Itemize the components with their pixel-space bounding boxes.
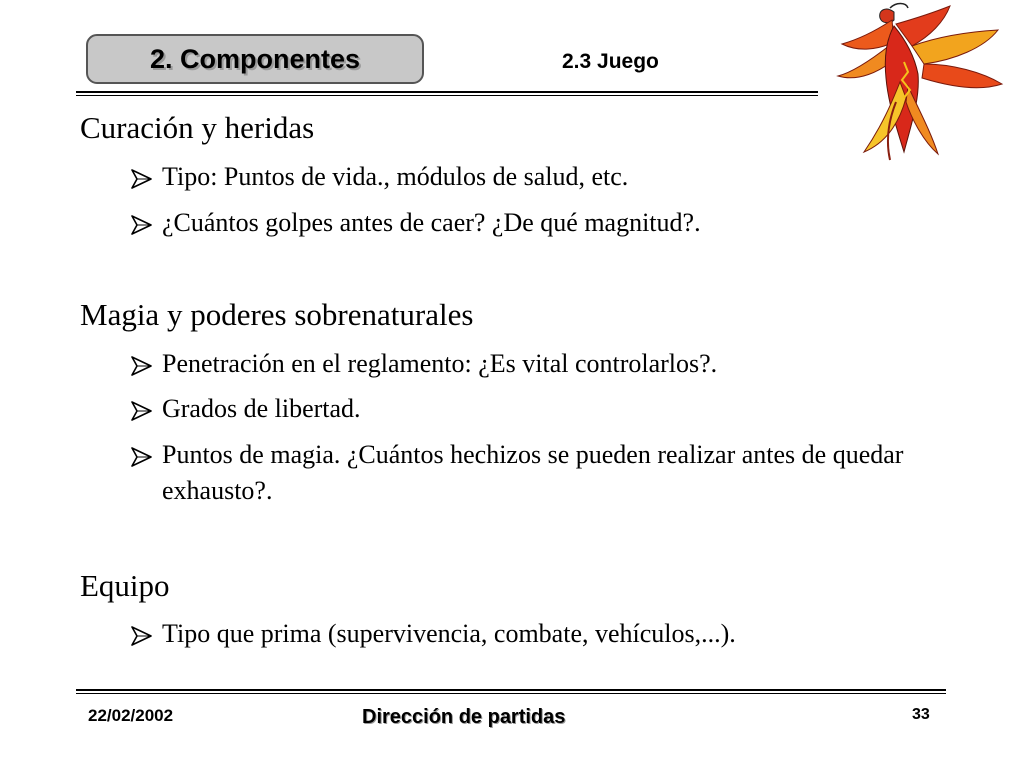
- slide-title: 2. Componentes: [149, 43, 361, 74]
- arrowhead-bullet-icon: [130, 346, 162, 382]
- bullet-item: [130, 616, 930, 652]
- section-heading-magia: Magia y poderes sobrenaturales: [80, 297, 474, 332]
- bullet-text: Tipo que prima (supervivencia, combate, vehículos,...).: [162, 619, 736, 648]
- title-box: [86, 34, 424, 84]
- bullet-item: [130, 391, 930, 427]
- phoenix-bird-icon: [834, 2, 1006, 162]
- bullet-text: Penetración en el reglamento: ¿Es vital controlarlos?.: [162, 349, 718, 378]
- footer-divider: [76, 689, 946, 694]
- section-heading-curacion: Curación y heridas: [80, 110, 315, 145]
- bullet-item: [130, 205, 930, 241]
- arrowhead-bullet-icon: [130, 159, 162, 195]
- header-divider: [76, 91, 818, 96]
- arrowhead-bullet-icon: [130, 205, 162, 241]
- bullet-text: Tipo: Puntos de vida., módulos de salud, etc.: [162, 162, 629, 191]
- section-heading-equipo: Equipo: [80, 568, 170, 603]
- bullet-item: [130, 346, 930, 382]
- footer-title: Dirección de partidas: [362, 706, 566, 728]
- footer-date: 22/02/2002: [88, 706, 174, 725]
- page-number: 33: [912, 706, 930, 723]
- slide-subtitle: 2.3 Juego: [562, 50, 659, 73]
- arrowhead-bullet-icon: [130, 616, 162, 652]
- bullet-text: Grados de libertad.: [162, 394, 361, 423]
- bullet-text: ¿Cuántos golpes antes de caer? ¿De qué magnitud?.: [162, 208, 701, 237]
- arrowhead-bullet-icon: [130, 437, 162, 509]
- bullet-item: [130, 437, 930, 509]
- arrowhead-bullet-icon: [130, 391, 162, 427]
- bullet-text: Puntos de magia. ¿Cuántos hechizos se pueden realizar antes de quedar exhausto?.: [162, 440, 904, 505]
- bullet-item: [130, 159, 930, 195]
